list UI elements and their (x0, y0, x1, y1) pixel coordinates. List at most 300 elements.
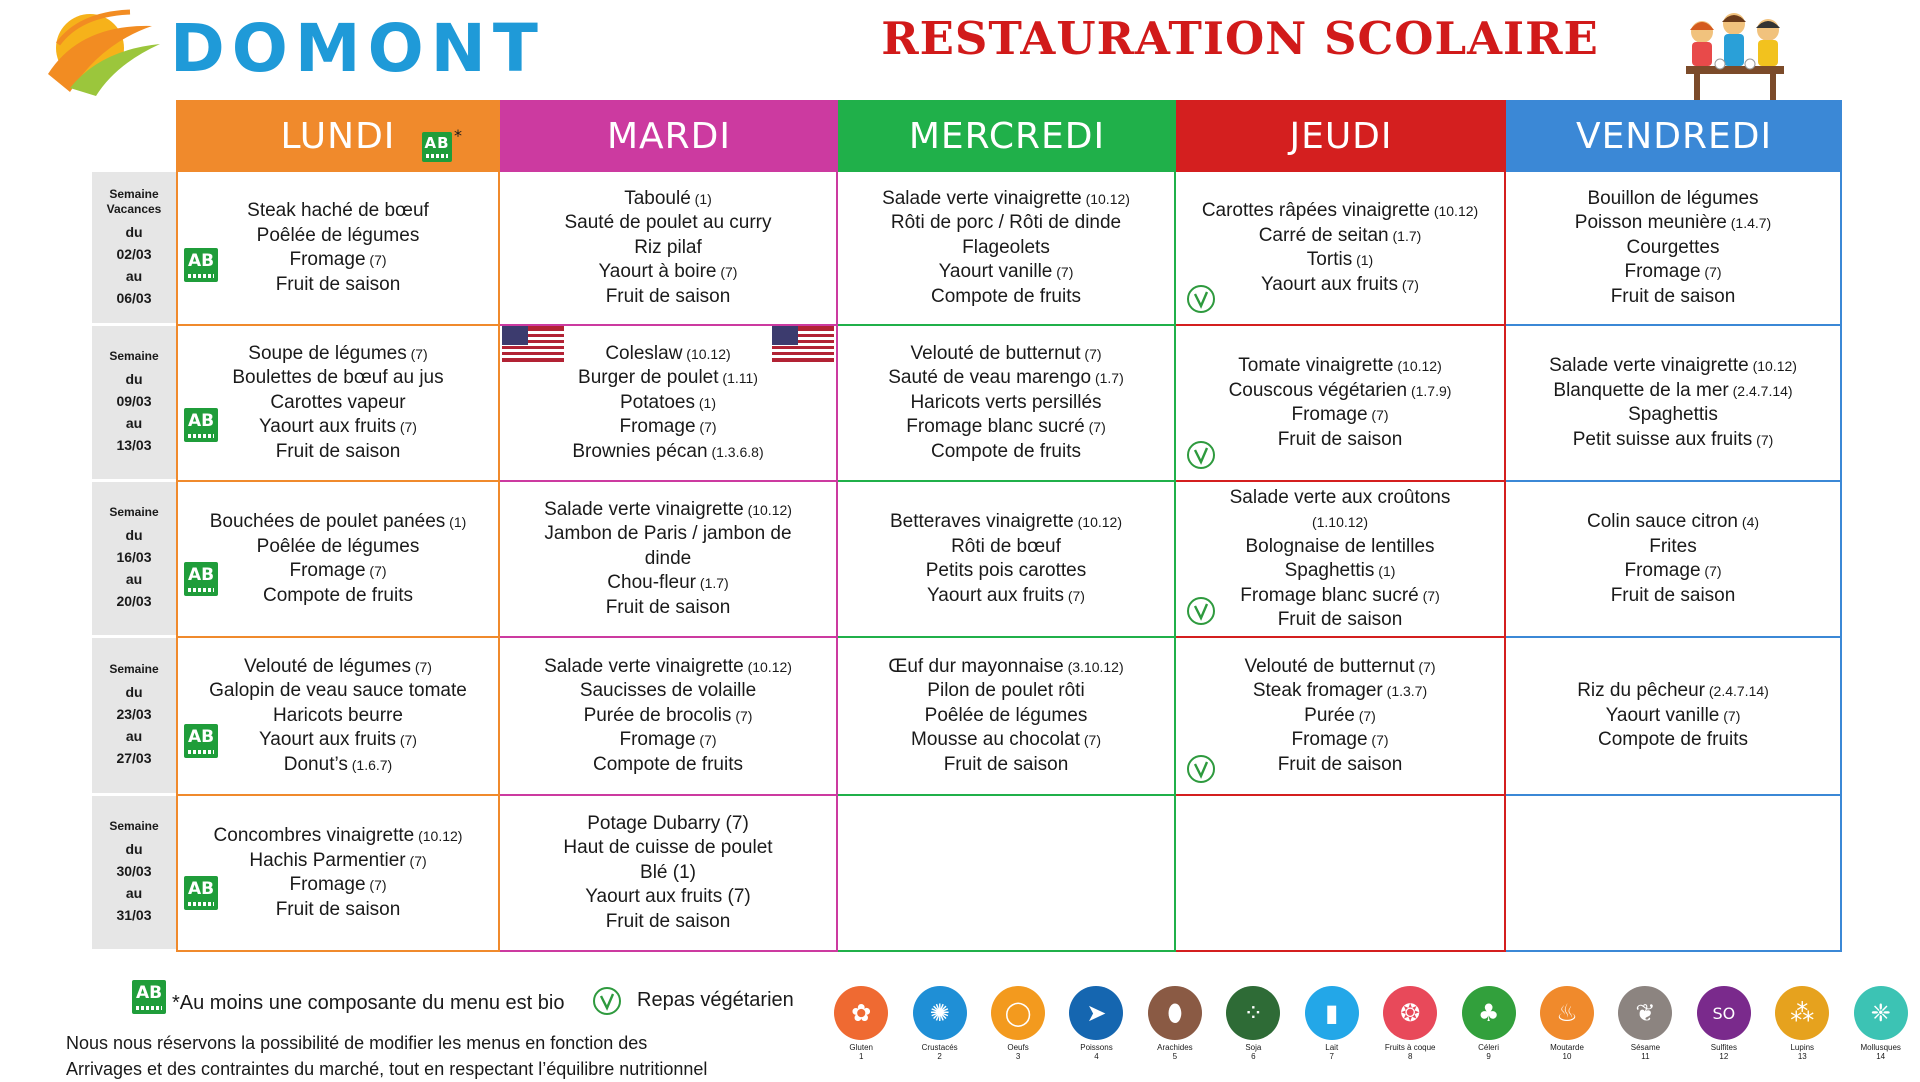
menu-cell (500, 172, 838, 326)
allergen-codes: (10.12) (743, 658, 792, 675)
menu-item (580, 679, 756, 704)
menu-cell (1506, 482, 1842, 638)
dish-name: Carottes râpées vinaigrette (1201, 200, 1430, 221)
menu-item (619, 728, 716, 753)
menu-item (284, 753, 392, 778)
allergen-item (1293, 986, 1371, 1076)
dish-name: Purée de brocolis (583, 704, 732, 726)
dish-name: Boulettes de bœuf au jus (232, 367, 444, 389)
allergen-name: Sulfites (1710, 1043, 1737, 1052)
allergen-codes: (7) (395, 732, 417, 749)
allergen-codes: (10.12) (414, 828, 463, 844)
bio-ab-icon: AB (184, 408, 218, 442)
oeufs-icon: ◯ (991, 986, 1045, 1040)
fruits-à-coque-icon: ❂ (1383, 986, 1437, 1040)
menu-item (257, 224, 420, 249)
allergen-codes: (1.7) (1091, 370, 1124, 387)
menu-cell (838, 172, 1176, 326)
week-label: Semaine du 09/03 au 13/03 (92, 326, 176, 482)
menu-item (1245, 535, 1434, 560)
allergen-codes: (7) (1063, 587, 1085, 604)
allergen-name: Lait (1325, 1043, 1339, 1052)
menu-item (572, 440, 763, 465)
menu-item (289, 873, 386, 898)
menu-cell (838, 638, 1176, 796)
allergen-item (1136, 986, 1214, 1076)
allergen-codes: (7) (695, 419, 717, 436)
day-header-lundi: LUNDI AB * (176, 100, 500, 172)
menu-item (606, 285, 731, 310)
menu-item (1553, 379, 1792, 404)
dish-name: Salade verte vinaigrette (1549, 355, 1749, 376)
dish-name: Salade verte vinaigrette (544, 655, 744, 677)
allergen-name: Soja (1245, 1043, 1262, 1052)
dish-name: Rôti de bœuf (951, 535, 1061, 557)
dish-name: Courgettes (1626, 236, 1720, 258)
dish-name: Bouchées de poulet panées (209, 511, 446, 532)
menu-cell (1506, 326, 1842, 482)
allergen-codes: (7) (731, 707, 753, 724)
dish-name: Blanquette de la mer (1553, 379, 1729, 401)
menu-item (1229, 379, 1452, 404)
dish-name: Compote de fruits (1598, 729, 1748, 751)
menu-item (259, 728, 417, 753)
allergen-number: 13 (1797, 1052, 1807, 1061)
dish-name: Pilon de poulet rôti (927, 680, 1085, 702)
dish-name: dinde (644, 547, 692, 569)
us-flag-icon (772, 326, 834, 362)
dish-name: Velouté de butternut (910, 342, 1081, 364)
dish-name: Salade verte aux croûtons (1229, 486, 1451, 508)
menu-item (276, 898, 401, 923)
dish-name: Fromage (1624, 261, 1701, 283)
menu-item (544, 522, 791, 547)
dish-name: Compote de fruits (593, 753, 743, 775)
allergen-codes: (7) (1080, 345, 1102, 362)
menu-item (1291, 728, 1388, 753)
allergen-codes: (10.12) (682, 345, 731, 362)
menu-item (1278, 608, 1403, 633)
menu-item (931, 285, 1081, 310)
allergen-name: Céleri (1478, 1043, 1500, 1052)
dish-name: Salade verte vinaigrette (882, 187, 1082, 209)
allergen-codes: (7) (1418, 587, 1440, 604)
allergen-number: 4 (1094, 1052, 1099, 1061)
menu-item (564, 211, 771, 236)
menu-item (1627, 236, 1720, 261)
children-eating-illustration (1672, 6, 1798, 102)
menu-item (888, 655, 1123, 680)
allergen-name: Arachides (1157, 1043, 1193, 1052)
dish-name: Coleslaw (605, 342, 683, 364)
dish-name: Yaourt vanille (1605, 704, 1720, 726)
menu-item (1291, 403, 1388, 428)
week-label: Semaine du 30/03 au 31/03 (92, 796, 176, 952)
menu-cell (838, 326, 1176, 482)
allergen-codes: (1) (1352, 252, 1374, 268)
menu-item (645, 547, 692, 572)
menu-cell (1176, 796, 1506, 952)
allergen-codes: (1.7) (1388, 227, 1422, 244)
dish-name: Yaourt aux fruits (1261, 273, 1398, 295)
dish-name: Spaghettis (1628, 404, 1718, 425)
dish-name: Fruit de saison (1277, 609, 1403, 630)
allergen-number: 2 (937, 1052, 942, 1061)
allergen-number: 3 (1015, 1052, 1021, 1061)
bio-ab-icon: AB (132, 980, 166, 1014)
dish-name: Fruit de saison (943, 753, 1069, 775)
menu-item (289, 559, 386, 584)
menu-item (1611, 584, 1736, 609)
dish-name: Galopin de veau sauce tomate (209, 680, 467, 702)
allergen-codes: (1.10.12) (1311, 514, 1369, 530)
dish-name: Mousse au chocolat (911, 729, 1080, 751)
dish-name: Yaourt aux fruits (259, 729, 396, 751)
dish-name: Yaourt à boire (598, 261, 717, 283)
allergen-codes: (7) (365, 877, 387, 893)
vegetarian-icon (1186, 596, 1216, 626)
dish-name: Fromage blanc sucré (1240, 584, 1419, 606)
allergen-codes: (10.12) (743, 501, 792, 518)
allergen-codes: (7) (365, 252, 387, 268)
menu-item (1238, 354, 1442, 379)
bio-ab-icon: AB (184, 876, 218, 910)
allergen-item (1214, 986, 1292, 1076)
dish-name: Fromage (1291, 729, 1368, 751)
menu-item (289, 248, 386, 273)
menu-cell (1176, 326, 1506, 482)
menu-item (1253, 679, 1427, 704)
allergen-number: 8 (1407, 1052, 1413, 1061)
dish-name: Sauté de poulet au curry (564, 212, 772, 234)
moutarde-icon: ♨ (1540, 986, 1594, 1040)
crustacés-icon: ✺ (913, 986, 967, 1040)
allergen-number: 12 (1719, 1052, 1729, 1061)
dish-name: Poêlée de légumes (924, 704, 1088, 726)
allergen-item (1371, 986, 1449, 1076)
dish-name: Fromage (289, 874, 366, 895)
us-flag-icon (502, 326, 564, 362)
menu-item (563, 836, 772, 861)
menu-cell (1506, 638, 1842, 796)
allergen-item (1528, 986, 1606, 1076)
menu-item (1598, 728, 1748, 753)
allergen-number: 10 (1562, 1052, 1572, 1061)
allergen-codes: (7) (695, 732, 717, 749)
menu-item (1304, 704, 1376, 729)
menu-item (270, 391, 405, 416)
vegetarian-icon (1186, 754, 1216, 784)
céleri-icon: ♣ (1462, 986, 1516, 1040)
allergen-codes: (2.4.7.14) (1704, 683, 1769, 700)
dish-name: Poisson meunière (1574, 212, 1727, 234)
menu-cell (500, 638, 838, 796)
dish-name: Yaourt aux fruits (7) (585, 886, 751, 908)
dish-name: Fruit de saison (1610, 584, 1736, 606)
allergen-number: 14 (1876, 1052, 1886, 1061)
allergen-codes: (10.12) (1748, 358, 1797, 374)
dish-name: Fruit de saison (605, 596, 731, 618)
lait-icon: ▮ (1305, 986, 1359, 1040)
dish-name: Riz pilaf (634, 236, 702, 258)
allergen-codes: (7) (1080, 732, 1101, 749)
menu-item (276, 440, 401, 465)
dish-name: Carottes vapeur (270, 391, 406, 413)
menu-item (544, 655, 792, 680)
menu-item (1312, 510, 1368, 535)
dish-name: Yaourt aux fruits (259, 416, 396, 438)
dish-name: Spaghettis (1284, 560, 1375, 581)
dish-name: Flageolets (962, 236, 1050, 258)
dish-name: Concombres vinaigrette (213, 825, 415, 846)
allergen-codes: (1.7.9) (1407, 382, 1452, 399)
dish-name: Œuf dur mayonnaise (888, 655, 1064, 677)
menu-item (910, 391, 1101, 416)
menu-cell (1176, 482, 1506, 638)
dish-name: Donut’s (283, 753, 348, 775)
dish-name: Haut de cuisse de poulet (563, 837, 773, 859)
menu-item (1628, 403, 1718, 428)
town-logo (40, 4, 545, 100)
menu-cell (500, 482, 838, 638)
dish-name: Fromage (1624, 560, 1701, 581)
allergen-codes: (1) (695, 394, 716, 411)
menu-item (585, 885, 750, 910)
allergen-codes: (4) (1738, 514, 1760, 530)
allergen-codes: (1.4.7) (1726, 215, 1772, 232)
menu-item (1549, 354, 1797, 379)
menu-cell (500, 796, 838, 952)
day-header-mercredi: MERCREDI (838, 100, 1176, 172)
dish-name: Riz du pêcheur (1577, 680, 1705, 702)
menu-item (1244, 655, 1435, 680)
dish-name: Fruit de saison (605, 910, 731, 932)
allergen-name: Crustacés (921, 1043, 958, 1052)
allergen-codes: (7) (1084, 419, 1106, 436)
allergen-name: Moutarde (1550, 1043, 1584, 1052)
allergen-codes: (7) (1700, 264, 1722, 281)
allergen-name: Oeufs (1007, 1043, 1029, 1052)
dish-name: Fromage (619, 416, 696, 438)
dish-name: Fruit de saison (605, 285, 731, 307)
menu-item (1278, 753, 1403, 778)
disclaimer (66, 1030, 707, 1082)
dish-name: Potatoes (620, 391, 695, 413)
day-header-mardi: MARDI (500, 100, 838, 172)
menu-item (273, 704, 403, 729)
menu-cell (500, 326, 838, 482)
vegetarian-legend-text: Repas végétarien (637, 989, 794, 1011)
allergen-codes: (7) (395, 419, 417, 436)
menu-cell (838, 482, 1176, 638)
menu-item (578, 366, 758, 391)
menu-item (1611, 285, 1736, 310)
menu-item (888, 366, 1124, 391)
table-corner (92, 100, 176, 172)
vegetarian-icon (592, 986, 622, 1016)
dish-name: Saucisses de volaille (579, 680, 757, 702)
dish-name: Fromage (1291, 404, 1368, 425)
dish-name: Tortis (1306, 249, 1353, 270)
menu-item (1261, 273, 1419, 298)
dish-name: Bolognaise de lentilles (1245, 535, 1435, 557)
menu-item (951, 535, 1061, 560)
allergen-name: Mollusques (1860, 1043, 1901, 1052)
allergen-name: Poissons (1080, 1043, 1113, 1052)
allergen-codes: (1) (690, 190, 712, 207)
allergen-codes: (1.7) (696, 575, 729, 592)
dish-name: Betteraves vinaigrette (889, 511, 1074, 532)
sulfites-icon: SO (1697, 986, 1751, 1040)
dish-name: Petits pois carottes (925, 560, 1087, 581)
dish-name: Fruit de saison (1277, 428, 1403, 450)
dish-name: Fruit de saison (1610, 285, 1736, 307)
allergen-codes: (7) (716, 264, 738, 281)
menu-item (1606, 704, 1741, 729)
menu-item (911, 728, 1101, 753)
dish-name: Haricots beurre (273, 704, 403, 726)
allergen-item (1057, 986, 1135, 1076)
bio-ab-icon: AB (184, 562, 218, 596)
allergen-codes: (7) (1354, 707, 1376, 724)
menu-item (1278, 428, 1403, 453)
dish-name: Carré de seitan (1258, 224, 1389, 246)
allergen-codes: (10.12) (1393, 358, 1442, 374)
dish-name: Velouté de butternut (1244, 655, 1415, 677)
menu-item (276, 273, 401, 298)
allergen-codes: (7) (1367, 732, 1389, 749)
allergen-name: Gluten (849, 1043, 873, 1052)
menu-item (1240, 584, 1439, 609)
week-label: Semaine du 23/03 au 27/03 (92, 638, 176, 796)
menu-item (1573, 428, 1774, 453)
vegetarian-icon (1186, 284, 1216, 314)
allergen-codes: (1) (1374, 563, 1396, 579)
town-name: DOMONT (170, 10, 545, 87)
dish-name: Hachis Parmentier (249, 849, 406, 871)
menu-item (634, 236, 702, 261)
menu-item (1575, 211, 1771, 236)
dish-name: Brownies pécan (572, 440, 708, 462)
dish-name: Bouillon de légumes (1587, 187, 1759, 209)
menu-item (1587, 187, 1758, 212)
sésame-icon: ❦ (1618, 986, 1672, 1040)
dish-name: Colin sauce citron (1586, 511, 1739, 532)
menu-item (544, 498, 792, 523)
allergen-codes: (7) (406, 345, 428, 362)
vegetarian-icon (1186, 440, 1216, 470)
allergen-codes: (10.12) (1429, 203, 1479, 219)
dish-name: Salade verte vinaigrette (544, 498, 744, 520)
lupins-icon: ⁂ (1775, 986, 1829, 1040)
dish-name: Yaourt aux fruits (927, 584, 1064, 606)
dish-name: Poêlée de légumes (256, 535, 420, 557)
menu-item (939, 260, 1074, 285)
bio-asterisk: * (454, 126, 463, 145)
allergen-codes: (7) (1397, 276, 1419, 293)
allergen-codes: (7) (1367, 407, 1389, 423)
allergen-name: Sésame (1630, 1043, 1661, 1052)
menu-cell (176, 326, 500, 482)
allergen-codes: (7) (1752, 431, 1774, 448)
allergen-item (1685, 986, 1763, 1076)
dish-name: Fromage (289, 249, 366, 270)
allergen-number: 6 (1251, 1052, 1256, 1061)
mollusques-icon: ❈ (1854, 986, 1908, 1040)
menu-item (584, 704, 753, 729)
soja-icon: ⁘ (1226, 986, 1280, 1040)
menu-item (1259, 224, 1422, 249)
menu-item (214, 824, 463, 849)
menu-item (263, 584, 413, 609)
allergen-item (822, 986, 900, 1076)
menu-item (210, 510, 467, 535)
dish-name: Fromage (289, 560, 366, 581)
bio-ab-icon: AB (184, 248, 218, 282)
allergen-name: Lupins (1790, 1043, 1815, 1052)
menu-item (931, 440, 1081, 465)
menu-cell (176, 172, 500, 326)
dish-name: Soupe de légumes (248, 342, 407, 364)
menu-item (209, 679, 467, 704)
menu-item (1624, 260, 1721, 285)
week-label: Semaine du 16/03 au 20/03 (92, 482, 176, 638)
menu-cell (176, 638, 500, 796)
allergen-codes: (7) (1414, 658, 1436, 675)
menu-item (606, 910, 731, 935)
menu-item (619, 415, 716, 440)
menu-item (882, 187, 1130, 212)
dish-name: Yaourt vanille (938, 261, 1053, 283)
menu-item (890, 510, 1122, 535)
dish-name: Fruit de saison (275, 273, 401, 295)
menu-item (624, 187, 712, 212)
menu-cell (1506, 172, 1842, 326)
menu-item (891, 211, 1121, 236)
allergen-codes: (1.11) (718, 370, 758, 387)
menu-item (605, 342, 730, 367)
menu-item (620, 391, 716, 416)
dish-name: Potage Dubarry (7) (587, 812, 749, 834)
weekly-menu-table (92, 100, 1842, 952)
menu-item (607, 571, 728, 596)
menu-item (606, 596, 731, 621)
page-title: RESTAURATION SCOLAIRE (881, 12, 1599, 65)
dish-name: Fruit de saison (275, 440, 401, 462)
allergen-codes: (2.4.7.14) (1728, 382, 1793, 399)
allergen-item (1449, 986, 1527, 1076)
allergen-codes: (3.10.12) (1063, 658, 1124, 675)
poissons-icon: ➤ (1069, 986, 1123, 1040)
allergen-codes: (7) (1719, 707, 1741, 724)
dish-name: Fruit de saison (275, 898, 401, 920)
dish-name: Compote de fruits (263, 584, 413, 606)
menu-cell (176, 482, 500, 638)
dish-name: Tomate vinaigrette (1238, 355, 1394, 376)
bio-ab-icon: AB (422, 132, 452, 162)
menu-item (1202, 199, 1478, 224)
allergen-legend (822, 986, 1920, 1076)
menu-item (593, 753, 743, 778)
menu-item (1577, 679, 1769, 704)
menu-item (232, 366, 443, 391)
dish-name: Steak haché de bœuf (247, 200, 429, 221)
dish-name: Chou-fleur (607, 572, 697, 594)
dish-name: Sauté de veau marengo (888, 367, 1092, 389)
dish-name: Purée (1304, 704, 1355, 726)
dish-name: Petit suisse aux fruits (1572, 428, 1753, 450)
allergen-item (1841, 986, 1919, 1076)
